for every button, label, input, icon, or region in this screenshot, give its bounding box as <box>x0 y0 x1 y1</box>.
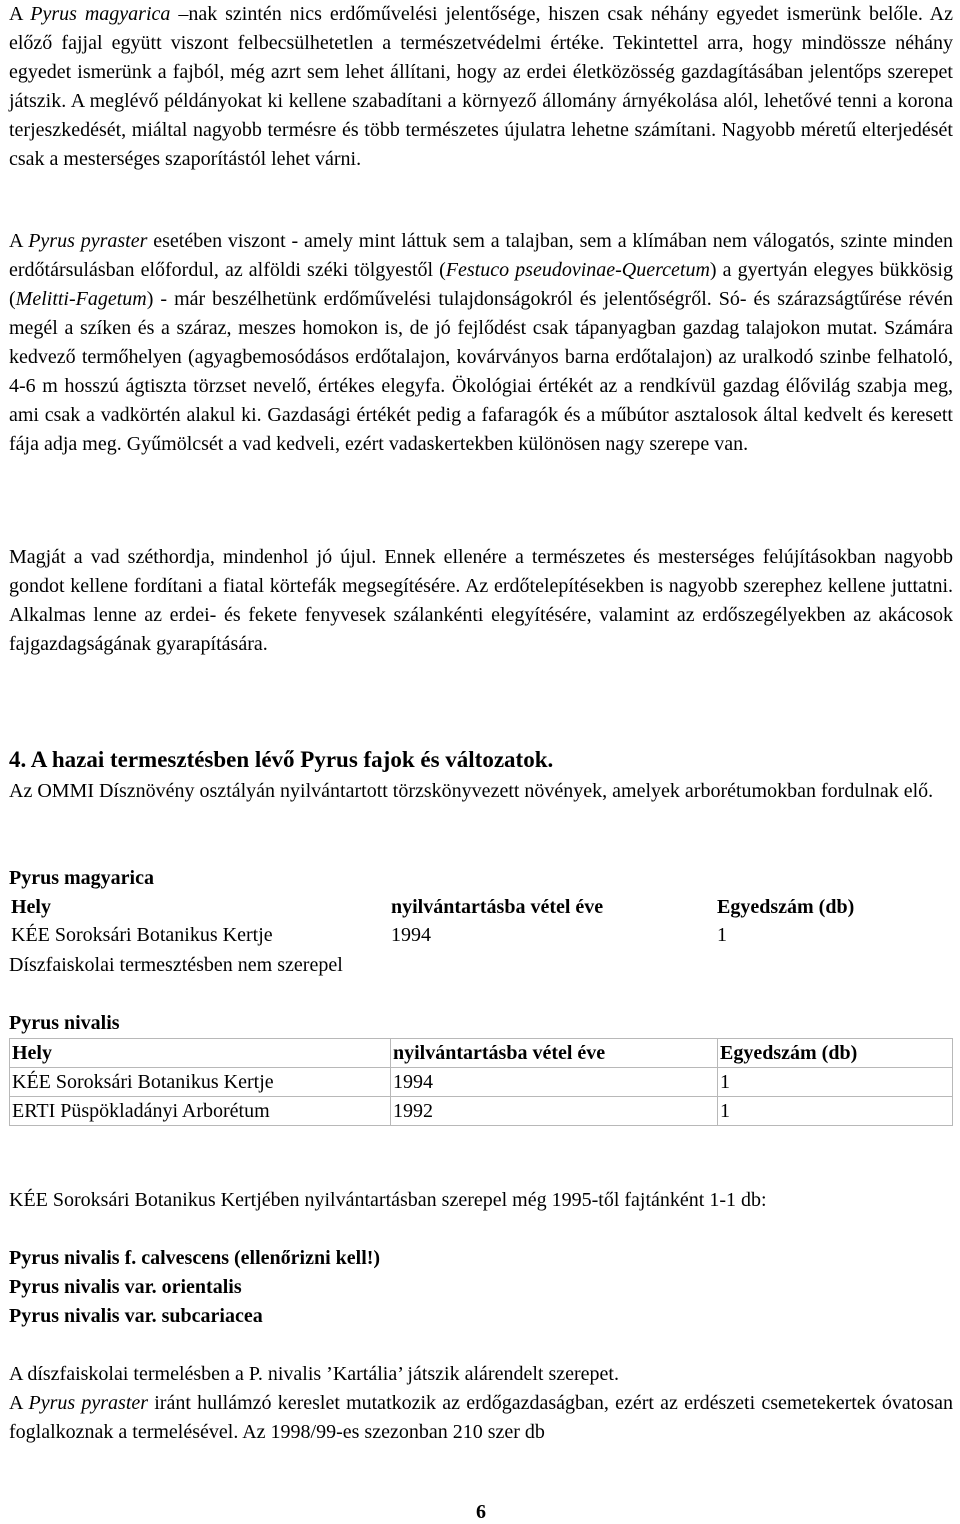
species-name: Pyrus pyraster <box>28 230 148 252</box>
cell-year: 1994 <box>391 924 431 946</box>
species-name: Pyrus pyraster <box>28 1392 149 1414</box>
cell-count: 1 <box>717 924 727 946</box>
registry-table-nivalis <box>9 1038 953 1126</box>
cell-count: 1 <box>718 1068 953 1097</box>
header-count: Egyedszám (db) <box>718 1039 953 1068</box>
header-year: nyilvántartásba vétel éve <box>391 896 604 918</box>
association-name: Festuco pseudovinae-Quercetum <box>445 259 710 281</box>
closing-line: A díszfaiskolai termelésben a P. nivalis ’Kartália’ játszik alárendelt szerepet. <box>9 1363 619 1385</box>
species-title: Pyrus nivalis <box>9 1012 120 1034</box>
header-count: Egyedszám (db) <box>717 896 855 918</box>
species-name: Pyrus magyarica <box>30 3 171 25</box>
table-row <box>9 921 953 949</box>
cell-year: 1992 <box>391 1097 718 1126</box>
cell-place: KÉE Soroksári Botanikus Kertje <box>10 1068 391 1097</box>
paragraph-seed-dispersal: Magját a vad széthordja, mindenhol jó újul. Ennek ellenére a természetes és mesterséges felújításokban nagyobb gondot kellene fordítani a fiatal körtefák megsegítésére. Az erdőtelepítésekben is nagyobb szerephez kellene juttatni. Alkalmas lenne az erdei- és fekete fenyvesek szálankénti elegyítésére, valamint az erdőszegélyekben az akácosok fajgazdagságának gyarapítására. <box>9 546 953 655</box>
section-intro: Az OMMI Dísznövény osztályán nyilvántartott törzskönyvezett növények, amelyek arborétumokban fordulnak elő. <box>9 780 934 802</box>
header-place: Hely <box>11 896 51 918</box>
table-row <box>10 1068 953 1097</box>
header-year: nyilvántartásba vétel éve <box>391 1039 718 1068</box>
header-place: Hely <box>10 1039 391 1068</box>
registry-table-magyarica <box>9 893 953 949</box>
section-heading: 4. A hazai termesztésben lévő Pyrus fajok és változatok. <box>9 747 554 772</box>
closing-paragraph: A Pyrus pyraster iránt hullámzó kereslet mutatkozik az erdőgazdaságban, ezért az erdészeti csemetekertek óvatosan foglalkoznak a termelésével. Az 1998/99-es szezonban 210 szer db <box>9 1392 953 1443</box>
paragraph-pyrus-magyarica: A Pyrus magyarica –nak szintén nics erdőművelési jelentősége, hiszen csak néhány egyedet ismerünk belőle. Az előző fajjal együtt viszont felbecsülhetetlen a természetvédelmi értéke. Tekintettel arra, hogy mindössze néhány egyedet ismerünk a fajból, még azrt sem lehet állítani, hogy az erdei életközösség gazdagításában jelentőps szerepet játszik. A meglévő példányokat ki kellene szabadítani a környező állomány árnyékolása alól, lehetővé tenni a korona terjeszkedését, miáltal nagyobb termésre és több természetes újulatra lehetne számítani. Nagyobb méretű elterjedését csak a mesterséges szaporítástól lehet várni. <box>9 3 953 170</box>
cultivation-note: Díszfaiskolai termesztésben nem szerepel <box>9 954 343 976</box>
cell-place: ERTI Püspökladányi Arborétum <box>10 1097 391 1126</box>
page-number: 6 <box>476 1501 486 1523</box>
variety-item: Pyrus nivalis var. subcariacea <box>9 1305 263 1327</box>
cell-place: KÉE Soroksári Botanikus Kertje <box>11 924 273 946</box>
table-header-row <box>10 1039 953 1068</box>
species-title: Pyrus magyarica <box>9 867 154 889</box>
association-name: Melitti-Fagetum <box>15 288 147 310</box>
cell-year: 1994 <box>391 1068 718 1097</box>
table-header-row <box>9 893 953 921</box>
variety-item: Pyrus nivalis var. orientalis <box>9 1276 242 1298</box>
paragraph-pyrus-pyraster: A Pyrus pyraster esetében viszont - amely mint láttuk sem a talajban, sem a klímában nem válogatós, szinte minden erdőtársulásban előfordul, az alföldi széki tölgyestől (Festuco pseudovinae-Quercetum) a gyertyán elegyes bükkösig (Melitti-Fagetum) - már beszélhetünk erdőművelési tulajdonságokról és jelentőségről. Só- és szárazságtűrése révén megél a szíken és a száraz, meszes homokon is, de jó fejlődést csak tápanyagban gazdag talajokon mutat. Számára kedvező termőhelyen (agyagbemosódásos erdőtalajon, kovárványos barna erdőtalajon) az uralkodó szinbe felhatoló, 4-6 m hosszú ágtiszta törzset nevelő, értékes elegyfa. Ökológiai értékét az a rendkívül gazdag élővilág szabja meg, ami csak a vadkörtén alakul ki. Gazdasági értékét pedig a fafaragók és a műbútor asztalosok által kedvelt és keresett fája adja meg. Gyűmölcsét a vad kedveli, ezért vadaskertekben különösen nagy szerepe van. <box>9 230 953 455</box>
table-row <box>10 1097 953 1126</box>
varieties-intro: KÉE Soroksári Botanikus Kertjében nyilvántartásban szerepel még 1995-től fajtánként 1-1 db: <box>9 1189 767 1211</box>
cell-count: 1 <box>718 1097 953 1126</box>
variety-item: Pyrus nivalis f. calvescens (ellenőrizni kell!) <box>9 1247 381 1269</box>
